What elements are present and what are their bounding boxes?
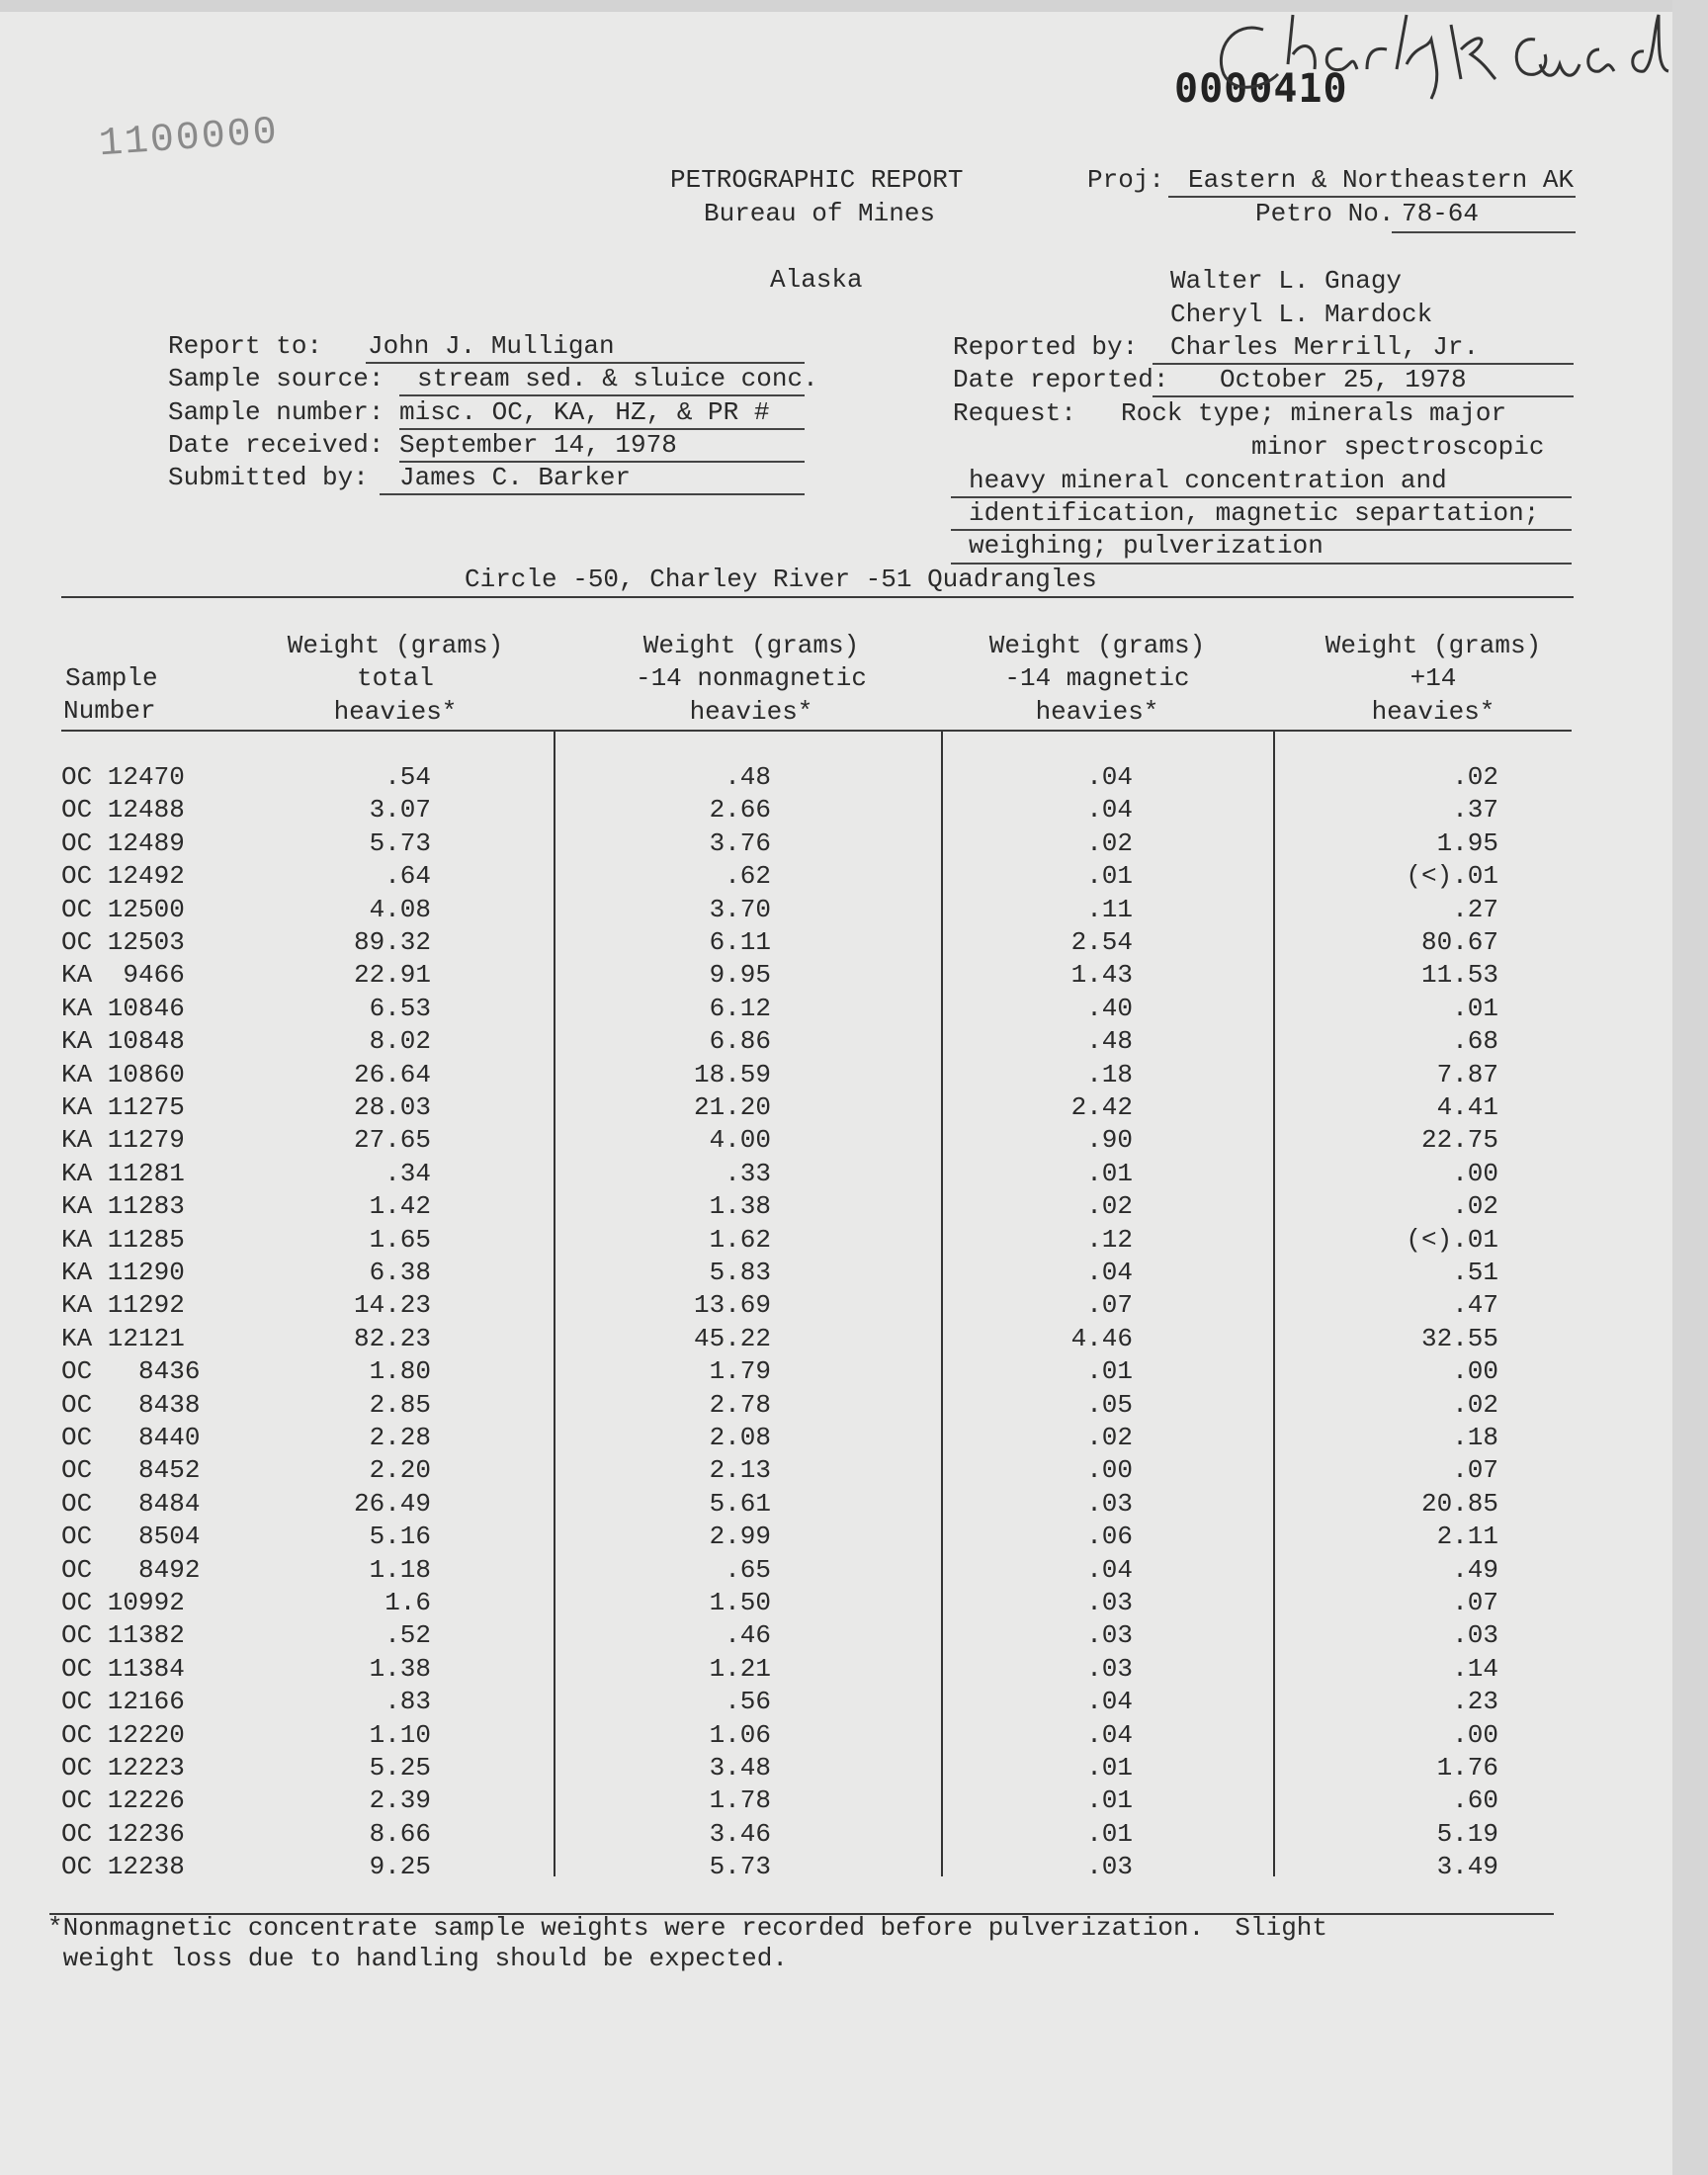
cell-mag: .03 bbox=[1086, 1654, 1133, 1684]
header-sample-2: Number bbox=[63, 696, 156, 726]
cell-plus14: .07 bbox=[1452, 1455, 1498, 1485]
cell-nonmag: .33 bbox=[725, 1159, 771, 1188]
header-plus14-3: heavies* bbox=[1371, 697, 1495, 727]
header-mag-2: -14 magnetic bbox=[1004, 663, 1190, 693]
proj-label: Proj: bbox=[1087, 165, 1165, 195]
cell-mag: .02 bbox=[1086, 1191, 1133, 1221]
header-mag-3: heavies* bbox=[1035, 697, 1159, 727]
cell-sample: OC 11384 bbox=[61, 1654, 185, 1684]
header-total-3: heavies* bbox=[333, 697, 458, 727]
cell-nonmag: 18.59 bbox=[693, 1060, 771, 1089]
cell-plus14: .02 bbox=[1452, 762, 1498, 792]
petro-label: Petro No. bbox=[1255, 199, 1395, 228]
cell-nonmag: .65 bbox=[725, 1555, 771, 1585]
cell-mag: .40 bbox=[1086, 994, 1133, 1023]
cell-total: .54 bbox=[384, 762, 431, 792]
cell-plus14: 7.87 bbox=[1436, 1060, 1498, 1089]
cell-nonmag: 5.61 bbox=[709, 1489, 771, 1519]
cell-total: 82.23 bbox=[353, 1324, 431, 1353]
cell-sample: OC 12489 bbox=[61, 828, 185, 858]
cell-sample: KA 11290 bbox=[61, 1258, 185, 1287]
quadrangles-line: Circle -50, Charley River -51 Quadrangles bbox=[465, 565, 1097, 594]
submitted-by-underline bbox=[380, 493, 805, 495]
cell-mag: .04 bbox=[1086, 1720, 1133, 1750]
sample-number-label: Sample number: bbox=[168, 397, 384, 427]
cell-sample: KA 10846 bbox=[61, 994, 185, 1023]
cell-total: 9.25 bbox=[369, 1852, 431, 1881]
cell-total: 1.10 bbox=[369, 1720, 431, 1750]
cell-sample: OC 11382 bbox=[61, 1620, 185, 1650]
cell-total: 8.66 bbox=[369, 1819, 431, 1849]
header-total-2: total bbox=[356, 663, 434, 693]
cell-mag: .06 bbox=[1086, 1522, 1133, 1551]
date-received-value: September 14, 1978 bbox=[399, 430, 677, 460]
cell-plus14: 20.85 bbox=[1420, 1489, 1498, 1519]
cell-plus14: .47 bbox=[1452, 1290, 1498, 1320]
petro-value: 78-64 bbox=[1402, 199, 1480, 228]
cell-plus14: 1.95 bbox=[1436, 828, 1498, 858]
cell-plus14: .68 bbox=[1452, 1026, 1498, 1056]
cell-mag: .02 bbox=[1086, 1423, 1133, 1452]
cell-nonmag: 2.99 bbox=[709, 1522, 771, 1551]
cell-mag: 1.43 bbox=[1070, 960, 1133, 990]
cell-total: 1.42 bbox=[369, 1191, 431, 1221]
cell-total: 5.25 bbox=[369, 1753, 431, 1783]
cell-total: 2.39 bbox=[369, 1785, 431, 1815]
cell-total: 1.38 bbox=[369, 1654, 431, 1684]
cell-nonmag: .62 bbox=[725, 861, 771, 891]
cell-plus14: (<).01 bbox=[1406, 861, 1498, 891]
cell-total: .52 bbox=[384, 1620, 431, 1650]
region-name: Alaska bbox=[770, 265, 863, 295]
cell-nonmag: 1.21 bbox=[709, 1654, 771, 1684]
cell-mag: 4.46 bbox=[1070, 1324, 1133, 1353]
cell-sample: KA 10848 bbox=[61, 1026, 185, 1056]
reported-by-value: Charles Merrill, Jr. bbox=[1170, 332, 1480, 362]
cell-nonmag: 3.46 bbox=[709, 1819, 771, 1849]
cell-plus14: 3.49 bbox=[1436, 1852, 1498, 1881]
cell-total: 2.28 bbox=[369, 1423, 431, 1452]
cell-plus14: 4.41 bbox=[1436, 1092, 1498, 1122]
cell-nonmag: 6.12 bbox=[709, 994, 771, 1023]
request-line-4: identification, magnetic separtation; bbox=[969, 498, 1540, 528]
cell-nonmag: 6.11 bbox=[709, 927, 771, 957]
cell-plus14: .01 bbox=[1452, 994, 1498, 1023]
column-divider-3 bbox=[1273, 732, 1275, 1876]
cell-sample: KA 11275 bbox=[61, 1092, 185, 1122]
cell-sample: OC 12220 bbox=[61, 1720, 185, 1750]
header-plus14-1: Weight (grams) bbox=[1324, 631, 1542, 660]
cell-total: 1.65 bbox=[369, 1225, 431, 1255]
cell-total: 5.73 bbox=[369, 828, 431, 858]
cell-plus14: .02 bbox=[1452, 1191, 1498, 1221]
reporter-2: Cheryl L. Mardock bbox=[1170, 300, 1433, 329]
cell-plus14: .27 bbox=[1452, 895, 1498, 924]
cell-plus14: 5.19 bbox=[1436, 1819, 1498, 1849]
footnote-line-2: weight loss due to handling should be expected. bbox=[47, 1944, 788, 1973]
cell-nonmag: 1.78 bbox=[709, 1785, 771, 1815]
cell-sample: OC 8440 bbox=[61, 1423, 201, 1452]
cell-nonmag: 6.86 bbox=[709, 1026, 771, 1056]
cell-sample: OC 8492 bbox=[61, 1555, 201, 1585]
cell-total: 89.32 bbox=[353, 927, 431, 957]
cell-plus14: 32.55 bbox=[1420, 1324, 1498, 1353]
cell-total: 4.08 bbox=[369, 895, 431, 924]
date-received-label: Date received: bbox=[168, 430, 384, 460]
cell-total: 28.03 bbox=[353, 1092, 431, 1122]
handwritten-signature bbox=[1194, 10, 1678, 104]
cell-total: .34 bbox=[384, 1159, 431, 1188]
cell-mag: .01 bbox=[1086, 861, 1133, 891]
petro-underline bbox=[1392, 231, 1576, 233]
cell-total: .83 bbox=[384, 1687, 431, 1716]
cell-nonmag: .48 bbox=[725, 762, 771, 792]
cell-mag: .04 bbox=[1086, 1687, 1133, 1716]
proj-value: Eastern & Northeastern AK bbox=[1188, 165, 1575, 195]
cell-mag: .18 bbox=[1086, 1060, 1133, 1089]
cell-plus14: .14 bbox=[1452, 1654, 1498, 1684]
sample-source-label: Sample source: bbox=[168, 364, 384, 393]
cell-total: 8.02 bbox=[369, 1026, 431, 1056]
cell-nonmag: 5.83 bbox=[709, 1258, 771, 1287]
sample-source-value: stream sed. & sluice conc. bbox=[417, 364, 818, 393]
cell-sample: KA 11281 bbox=[61, 1159, 185, 1188]
cell-sample: KA 12121 bbox=[61, 1324, 185, 1353]
cell-sample: OC 12500 bbox=[61, 895, 185, 924]
cell-total: 5.16 bbox=[369, 1522, 431, 1551]
cell-mag: .05 bbox=[1086, 1390, 1133, 1420]
cell-sample: KA 11285 bbox=[61, 1225, 185, 1255]
cell-mag: .00 bbox=[1086, 1455, 1133, 1485]
cell-nonmag: 13.69 bbox=[693, 1290, 771, 1320]
cell-total: 2.85 bbox=[369, 1390, 431, 1420]
quadrangles-rule bbox=[61, 596, 1574, 598]
cell-sample: OC 8438 bbox=[61, 1390, 201, 1420]
cell-plus14: .49 bbox=[1452, 1555, 1498, 1585]
cell-plus14: .03 bbox=[1452, 1620, 1498, 1650]
cell-nonmag: 21.20 bbox=[693, 1092, 771, 1122]
cell-nonmag: 3.76 bbox=[709, 828, 771, 858]
request-line-1: Rock type; minerals major bbox=[1121, 398, 1507, 428]
cell-nonmag: 5.73 bbox=[709, 1852, 771, 1881]
cell-sample: OC 12226 bbox=[61, 1785, 185, 1815]
serial-stamp-gray: 1100000 bbox=[97, 110, 281, 168]
header-plus14-2: +14 bbox=[1409, 663, 1457, 693]
cell-mag: .03 bbox=[1086, 1588, 1133, 1617]
header-nonmag-3: heavies* bbox=[689, 697, 813, 727]
cell-total: 1.6 bbox=[384, 1588, 431, 1617]
cell-total: 1.18 bbox=[369, 1555, 431, 1585]
cell-nonmag: 1.06 bbox=[709, 1720, 771, 1750]
cell-sample: OC 12492 bbox=[61, 861, 185, 891]
cell-nonmag: 2.08 bbox=[709, 1423, 771, 1452]
cell-nonmag: 2.13 bbox=[709, 1455, 771, 1485]
reported-by-label: Reported by: bbox=[953, 332, 1139, 362]
cell-plus14: .18 bbox=[1452, 1423, 1498, 1452]
cell-plus14: .00 bbox=[1452, 1159, 1498, 1188]
sample-number-value: misc. OC, KA, HZ, & PR # bbox=[399, 397, 770, 427]
cell-total: .64 bbox=[384, 861, 431, 891]
cell-nonmag: 2.66 bbox=[709, 795, 771, 825]
cell-mag: 2.54 bbox=[1070, 927, 1133, 957]
cell-mag: 2.42 bbox=[1070, 1092, 1133, 1122]
header-rule bbox=[61, 730, 1572, 732]
cell-total: 3.07 bbox=[369, 795, 431, 825]
footnote-line-1: *Nonmagnetic concentrate sample weights were recorded before pulverization. Slight bbox=[47, 1913, 1328, 1943]
cell-plus14: .51 bbox=[1452, 1258, 1498, 1287]
date-reported-label: Date reported: bbox=[953, 365, 1169, 394]
cell-total: 14.23 bbox=[353, 1290, 431, 1320]
cell-total: 26.49 bbox=[353, 1489, 431, 1519]
cell-plus14: .07 bbox=[1452, 1588, 1498, 1617]
date-reported-value: October 25, 1978 bbox=[1220, 365, 1467, 394]
cell-sample: OC 10992 bbox=[61, 1588, 185, 1617]
cell-mag: .04 bbox=[1086, 762, 1133, 792]
cell-total: 6.53 bbox=[369, 994, 431, 1023]
cell-mag: .07 bbox=[1086, 1290, 1133, 1320]
report-title: PETROGRAPHIC REPORT bbox=[670, 165, 964, 195]
cell-sample: OC 12470 bbox=[61, 762, 185, 792]
cell-mag: .01 bbox=[1086, 1159, 1133, 1188]
cell-sample: OC 8504 bbox=[61, 1522, 201, 1551]
cell-nonmag: 1.50 bbox=[709, 1588, 771, 1617]
cell-nonmag: 3.48 bbox=[709, 1753, 771, 1783]
cell-mag: .12 bbox=[1086, 1225, 1133, 1255]
cell-mag: .04 bbox=[1086, 1258, 1133, 1287]
reporter-1: Walter L. Gnagy bbox=[1170, 266, 1403, 296]
cell-nonmag: 3.70 bbox=[709, 895, 771, 924]
cell-total: 27.65 bbox=[353, 1125, 431, 1155]
cell-sample: OC 12223 bbox=[61, 1753, 185, 1783]
cell-total: 22.91 bbox=[353, 960, 431, 990]
cell-sample: KA 10860 bbox=[61, 1060, 185, 1089]
cell-nonmag: 1.79 bbox=[709, 1356, 771, 1386]
cell-nonmag: 2.78 bbox=[709, 1390, 771, 1420]
cell-plus14: 2.11 bbox=[1436, 1522, 1498, 1551]
request-label: Request: bbox=[953, 398, 1076, 428]
request-line-5: weighing; pulverization bbox=[969, 531, 1324, 561]
cell-plus14: 22.75 bbox=[1420, 1125, 1498, 1155]
report-to-label: Report to: bbox=[168, 331, 323, 361]
cell-mag: .01 bbox=[1086, 1356, 1133, 1386]
serial-stamp-black: 0000410 bbox=[1174, 66, 1348, 112]
cell-plus14: 1.76 bbox=[1436, 1753, 1498, 1783]
scan-edge-right bbox=[1672, 0, 1708, 2175]
cell-mag: .03 bbox=[1086, 1620, 1133, 1650]
cell-nonmag: 9.95 bbox=[709, 960, 771, 990]
cell-plus14: .23 bbox=[1452, 1687, 1498, 1716]
cell-sample: KA 9466 bbox=[61, 960, 185, 990]
cell-nonmag: 1.38 bbox=[709, 1191, 771, 1221]
cell-total: 6.38 bbox=[369, 1258, 431, 1287]
cell-total: 26.64 bbox=[353, 1060, 431, 1089]
cell-sample: OC 12503 bbox=[61, 927, 185, 957]
cell-nonmag: 45.22 bbox=[693, 1324, 771, 1353]
cell-nonmag: .46 bbox=[725, 1620, 771, 1650]
cell-mag: .03 bbox=[1086, 1852, 1133, 1881]
cell-plus14: .02 bbox=[1452, 1390, 1498, 1420]
report-to-value: John J. Mulligan bbox=[368, 331, 615, 361]
agency-name: Bureau of Mines bbox=[704, 199, 936, 228]
cell-plus14: .37 bbox=[1452, 795, 1498, 825]
cell-total: 2.20 bbox=[369, 1455, 431, 1485]
column-divider-2 bbox=[941, 732, 943, 1876]
cell-sample: OC 12488 bbox=[61, 795, 185, 825]
cell-plus14: .00 bbox=[1452, 1356, 1498, 1386]
cell-total: 1.80 bbox=[369, 1356, 431, 1386]
cell-mag: .03 bbox=[1086, 1489, 1133, 1519]
cell-mag: .90 bbox=[1086, 1125, 1133, 1155]
header-mag-1: Weight (grams) bbox=[988, 631, 1206, 660]
cell-sample: KA 11279 bbox=[61, 1125, 185, 1155]
cell-sample: OC 8452 bbox=[61, 1455, 201, 1485]
cell-mag: .02 bbox=[1086, 828, 1133, 858]
submitted-by-label: Submitted by: bbox=[168, 463, 369, 492]
header-total-1: Weight (grams) bbox=[287, 631, 504, 660]
cell-nonmag: .56 bbox=[725, 1687, 771, 1716]
cell-sample: KA 11283 bbox=[61, 1191, 185, 1221]
request-line-2: minor spectroscopic bbox=[1251, 432, 1545, 462]
cell-sample: OC 8436 bbox=[61, 1356, 201, 1386]
cell-sample: OC 8484 bbox=[61, 1489, 201, 1519]
cell-sample: OC 12166 bbox=[61, 1687, 185, 1716]
cell-mag: .04 bbox=[1086, 795, 1133, 825]
cell-plus14: 80.67 bbox=[1420, 927, 1498, 957]
cell-nonmag: 1.62 bbox=[709, 1225, 771, 1255]
cell-mag: .01 bbox=[1086, 1785, 1133, 1815]
cell-mag: .01 bbox=[1086, 1753, 1133, 1783]
cell-plus14: (<).01 bbox=[1406, 1225, 1498, 1255]
request-line-3: heavy mineral concentration and bbox=[969, 466, 1447, 495]
cell-mag: .48 bbox=[1086, 1026, 1133, 1056]
header-nonmag-1: Weight (grams) bbox=[642, 631, 860, 660]
cell-mag: .01 bbox=[1086, 1819, 1133, 1849]
cell-sample: OC 12238 bbox=[61, 1852, 185, 1881]
submitted-by-value: James C. Barker bbox=[399, 463, 632, 492]
header-sample-1: Sample bbox=[65, 663, 158, 693]
column-divider-1 bbox=[554, 732, 555, 1876]
cell-sample: KA 11292 bbox=[61, 1290, 185, 1320]
cell-mag: .11 bbox=[1086, 895, 1133, 924]
header-nonmag-2: -14 nonmagnetic bbox=[635, 663, 868, 693]
cell-nonmag: 4.00 bbox=[709, 1125, 771, 1155]
cell-mag: .04 bbox=[1086, 1555, 1133, 1585]
cell-plus14: 11.53 bbox=[1420, 960, 1498, 990]
cell-plus14: .00 bbox=[1452, 1720, 1498, 1750]
cell-plus14: .60 bbox=[1452, 1785, 1498, 1815]
cell-sample: OC 12236 bbox=[61, 1819, 185, 1849]
